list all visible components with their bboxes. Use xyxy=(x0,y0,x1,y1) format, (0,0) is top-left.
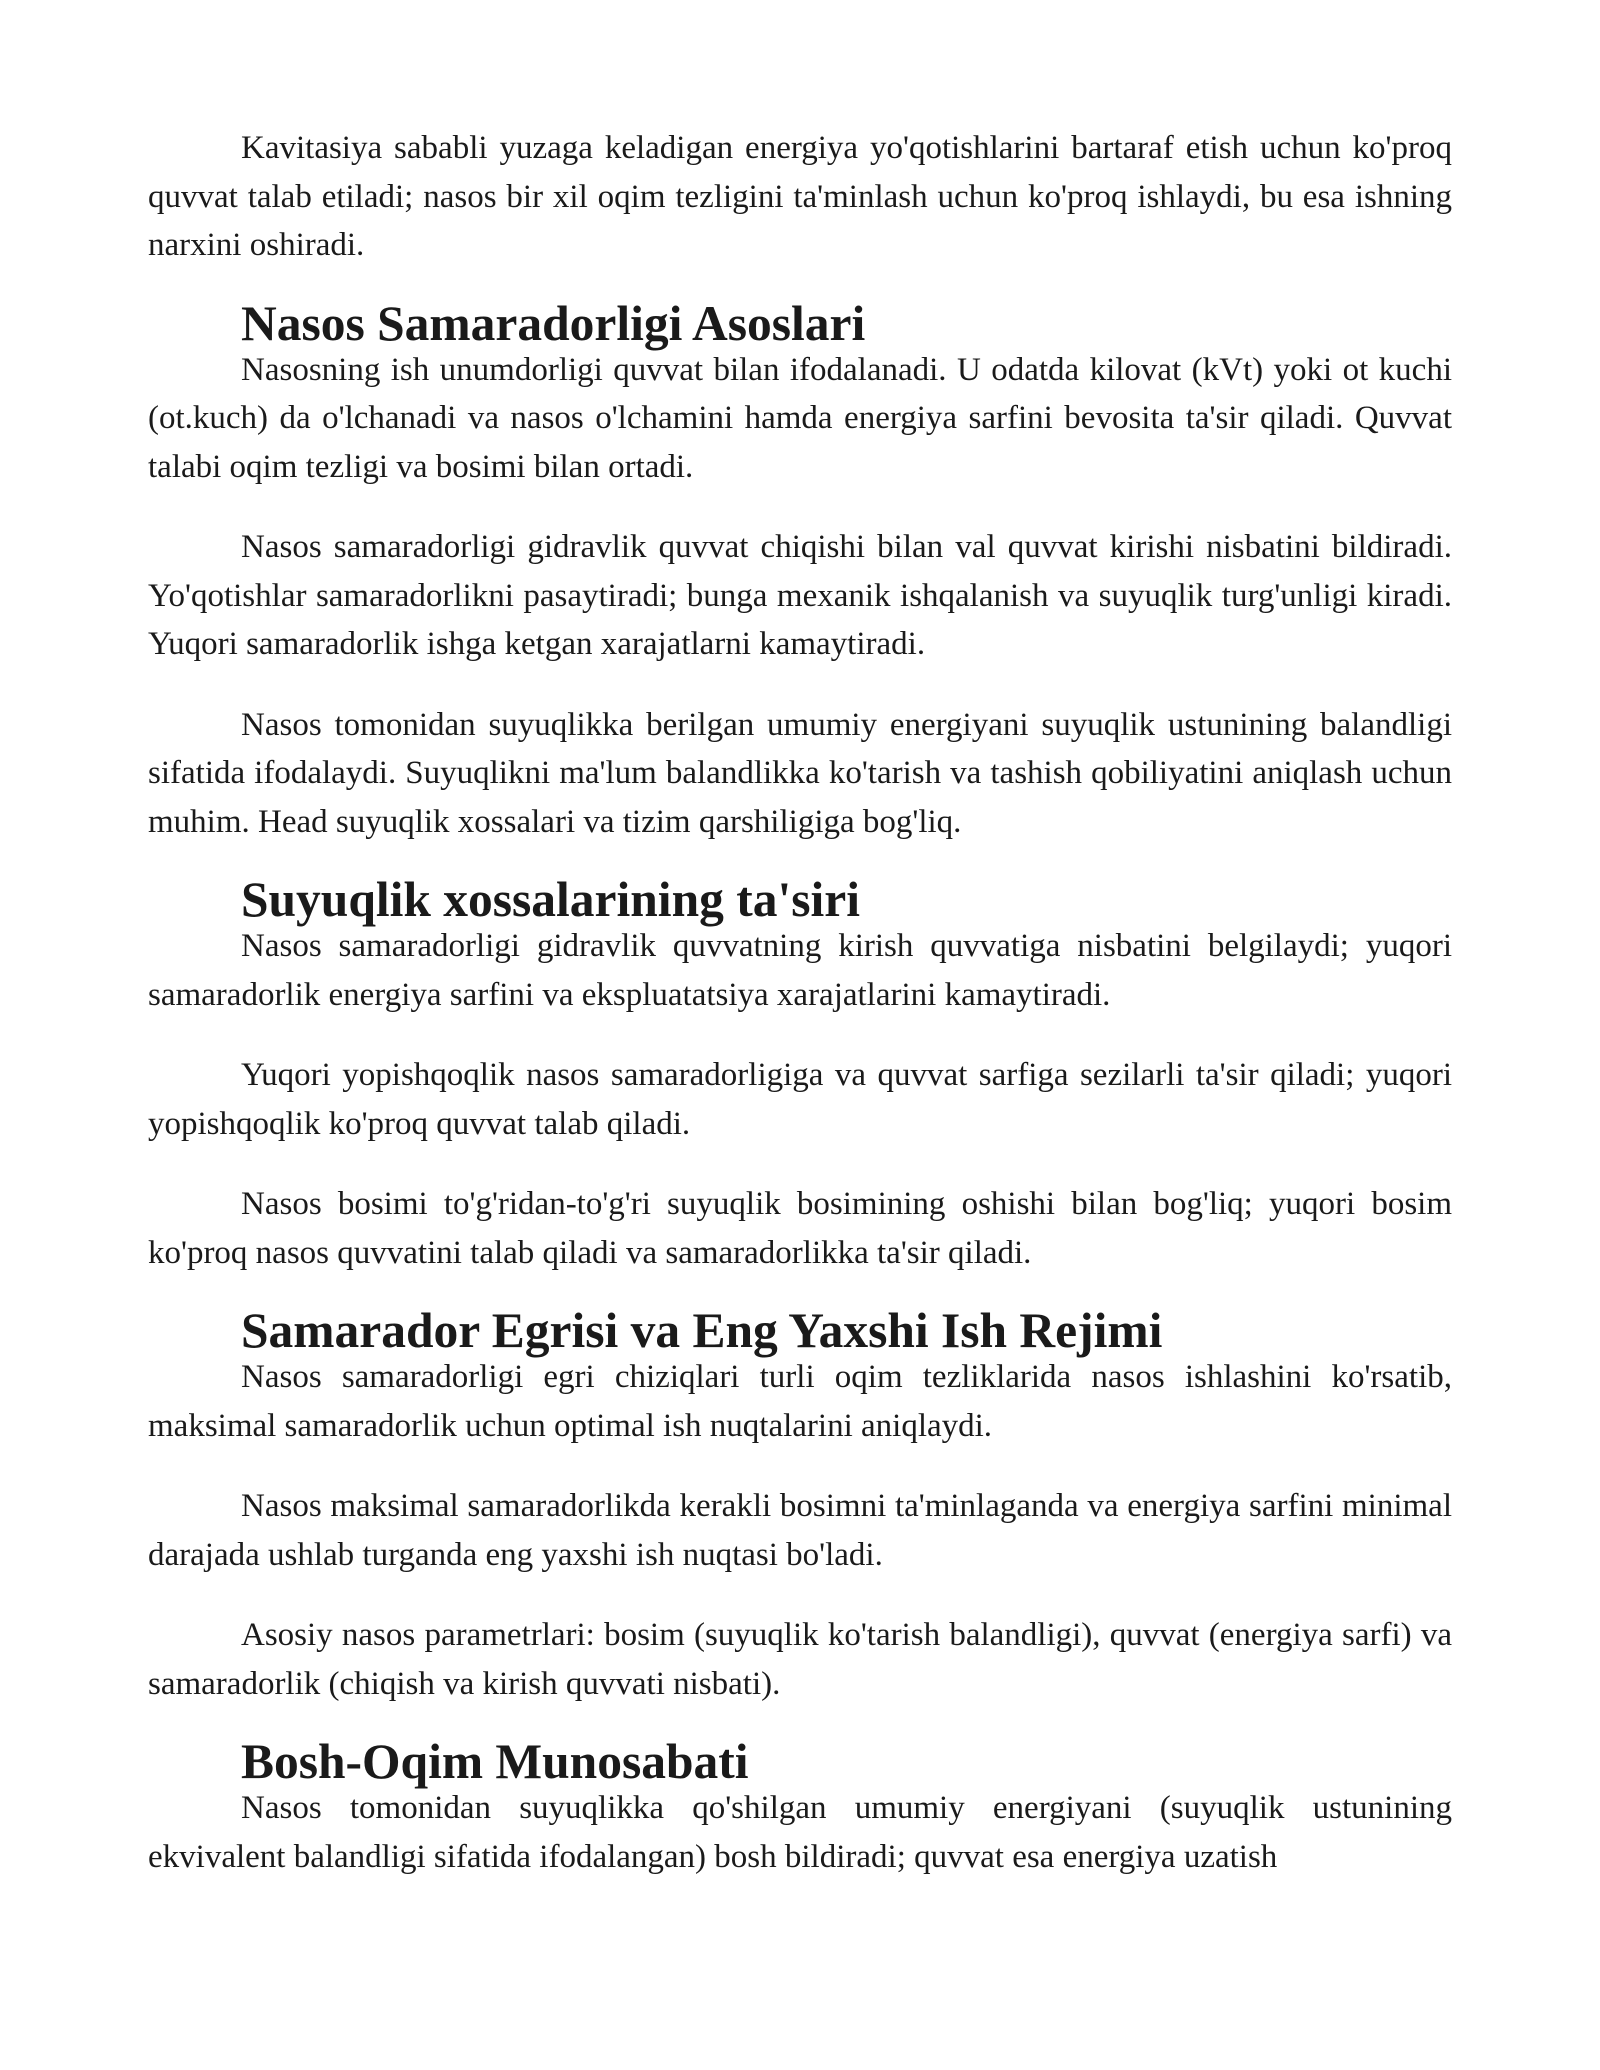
paragraph: Nasos maksimal samaradorlikda kerakli bosimni ta'minlaganda va energiya sarfini minimal darajada ushlab turganda eng yaxshi ish nuqtasi bo'ladi. xyxy=(148,1488,1452,1573)
section-efficiency-curve xyxy=(148,1303,1452,1708)
paragraph: Nasos samaradorligi gidravlik quvvat chiqishi bilan val quvvat kirishi nisbatini bildiradi. Yo'qotishlar samaradorlikni pasaytiradi; bunga mexanik ishqalanish va suyuqlik turg'unligi kiradi. Yuqori samaradorlik ishga ketgan xarajatlarni kamaytiradi. xyxy=(148,529,1452,662)
paragraph: Yuqori yopishqoqlik nasos samaradorligiga va quvvat sarfiga sezilarli ta'sir qiladi; yuqori yopishqoqlik ko'proq quvvat talab qiladi. xyxy=(148,1057,1452,1142)
section-head-flow-relationship xyxy=(148,1734,1452,1881)
paragraph: Nasos bosimi to'g'ridan-to'g'ri suyuqlik bosimining oshishi bilan bog'liq; yuqori bosim ko'proq nasos quvvatini talab qiladi va samaradorlikka ta'sir qiladi. xyxy=(148,1186,1452,1271)
section-heading: Samarador Egrisi va Eng Yaxshi Ish Rejimi xyxy=(241,1303,1163,1358)
section-heading: Bosh-Oqim Munosabati xyxy=(241,1734,749,1789)
intro-paragraph: Kavitasiya sababli yuzaga keladigan energiya yo'qotishlarini bartaraf etish uchun ko'proq quvvat talab etiladi; nasos bir xil oqim tezligini ta'minlash uchun ko'proq ishlaydi, bu esa ishning narxini oshiradi. xyxy=(148,130,1452,263)
section-pump-efficiency-basics xyxy=(148,295,1452,847)
paragraph: Nasos tomonidan suyuqlikka berilgan umumiy energiyani suyuqlik ustunining balandligi sifatida ifodalaydi. Suyuqlikni ma'lum balandlikka ko'tarish va tashish qobiliyatini aniqlash uchun muhim. Head suyuqlik xossalari va tizim qarshiligiga bog'liq. xyxy=(148,706,1452,840)
section-heading: Nasos Samaradorligi Asoslari xyxy=(241,295,866,351)
document-page xyxy=(148,124,1452,1913)
paragraph: Nasos samaradorligi egri chiziqlari turli oqim tezliklarida nasos ishlashini ko'rsatib, maksimal samaradorlik uchun optimal ish nuqtalarini aniqlaydi. xyxy=(148,1359,1452,1444)
section-fluid-properties xyxy=(148,872,1452,1277)
paragraph: Asosiy nasos parametrlari: bosim (suyuqlik ko'tarish balandligi), quvvat (energiya sarfi) va samaradorlik (chiqish va kirish quvvati nisbati). xyxy=(148,1617,1452,1702)
paragraph: Nasosning ish unumdorligi quvvat bilan ifodalanadi. U odatda kilovat (kVt) yoki ot kuchi (ot.kuch) da o'lchanadi va nasos o'lchamini hamda energiya sarfini bevosita ta'sir qiladi. Quvvat talabi oqim tezligi va bosimi bilan ortadi. xyxy=(148,351,1452,485)
paragraph: Nasos samaradorligi gidravlik quvvatning kirish quvvatiga nisbatini belgilaydi; yuqori samaradorlik energiya sarfini va ekspluatatsiya xarajatlarini kamaytiradi. xyxy=(148,928,1452,1013)
paragraph: Nasos tomonidan suyuqlikka qo'shilgan umumiy energiyani (suyuqlik ustunining ekvivalent balandligi sifatida ifodalangan) bosh bildiradi; quvvat esa energiya uzatish xyxy=(148,1790,1452,1875)
section-heading: Suyuqlik xossalarining ta'siri xyxy=(241,872,860,927)
